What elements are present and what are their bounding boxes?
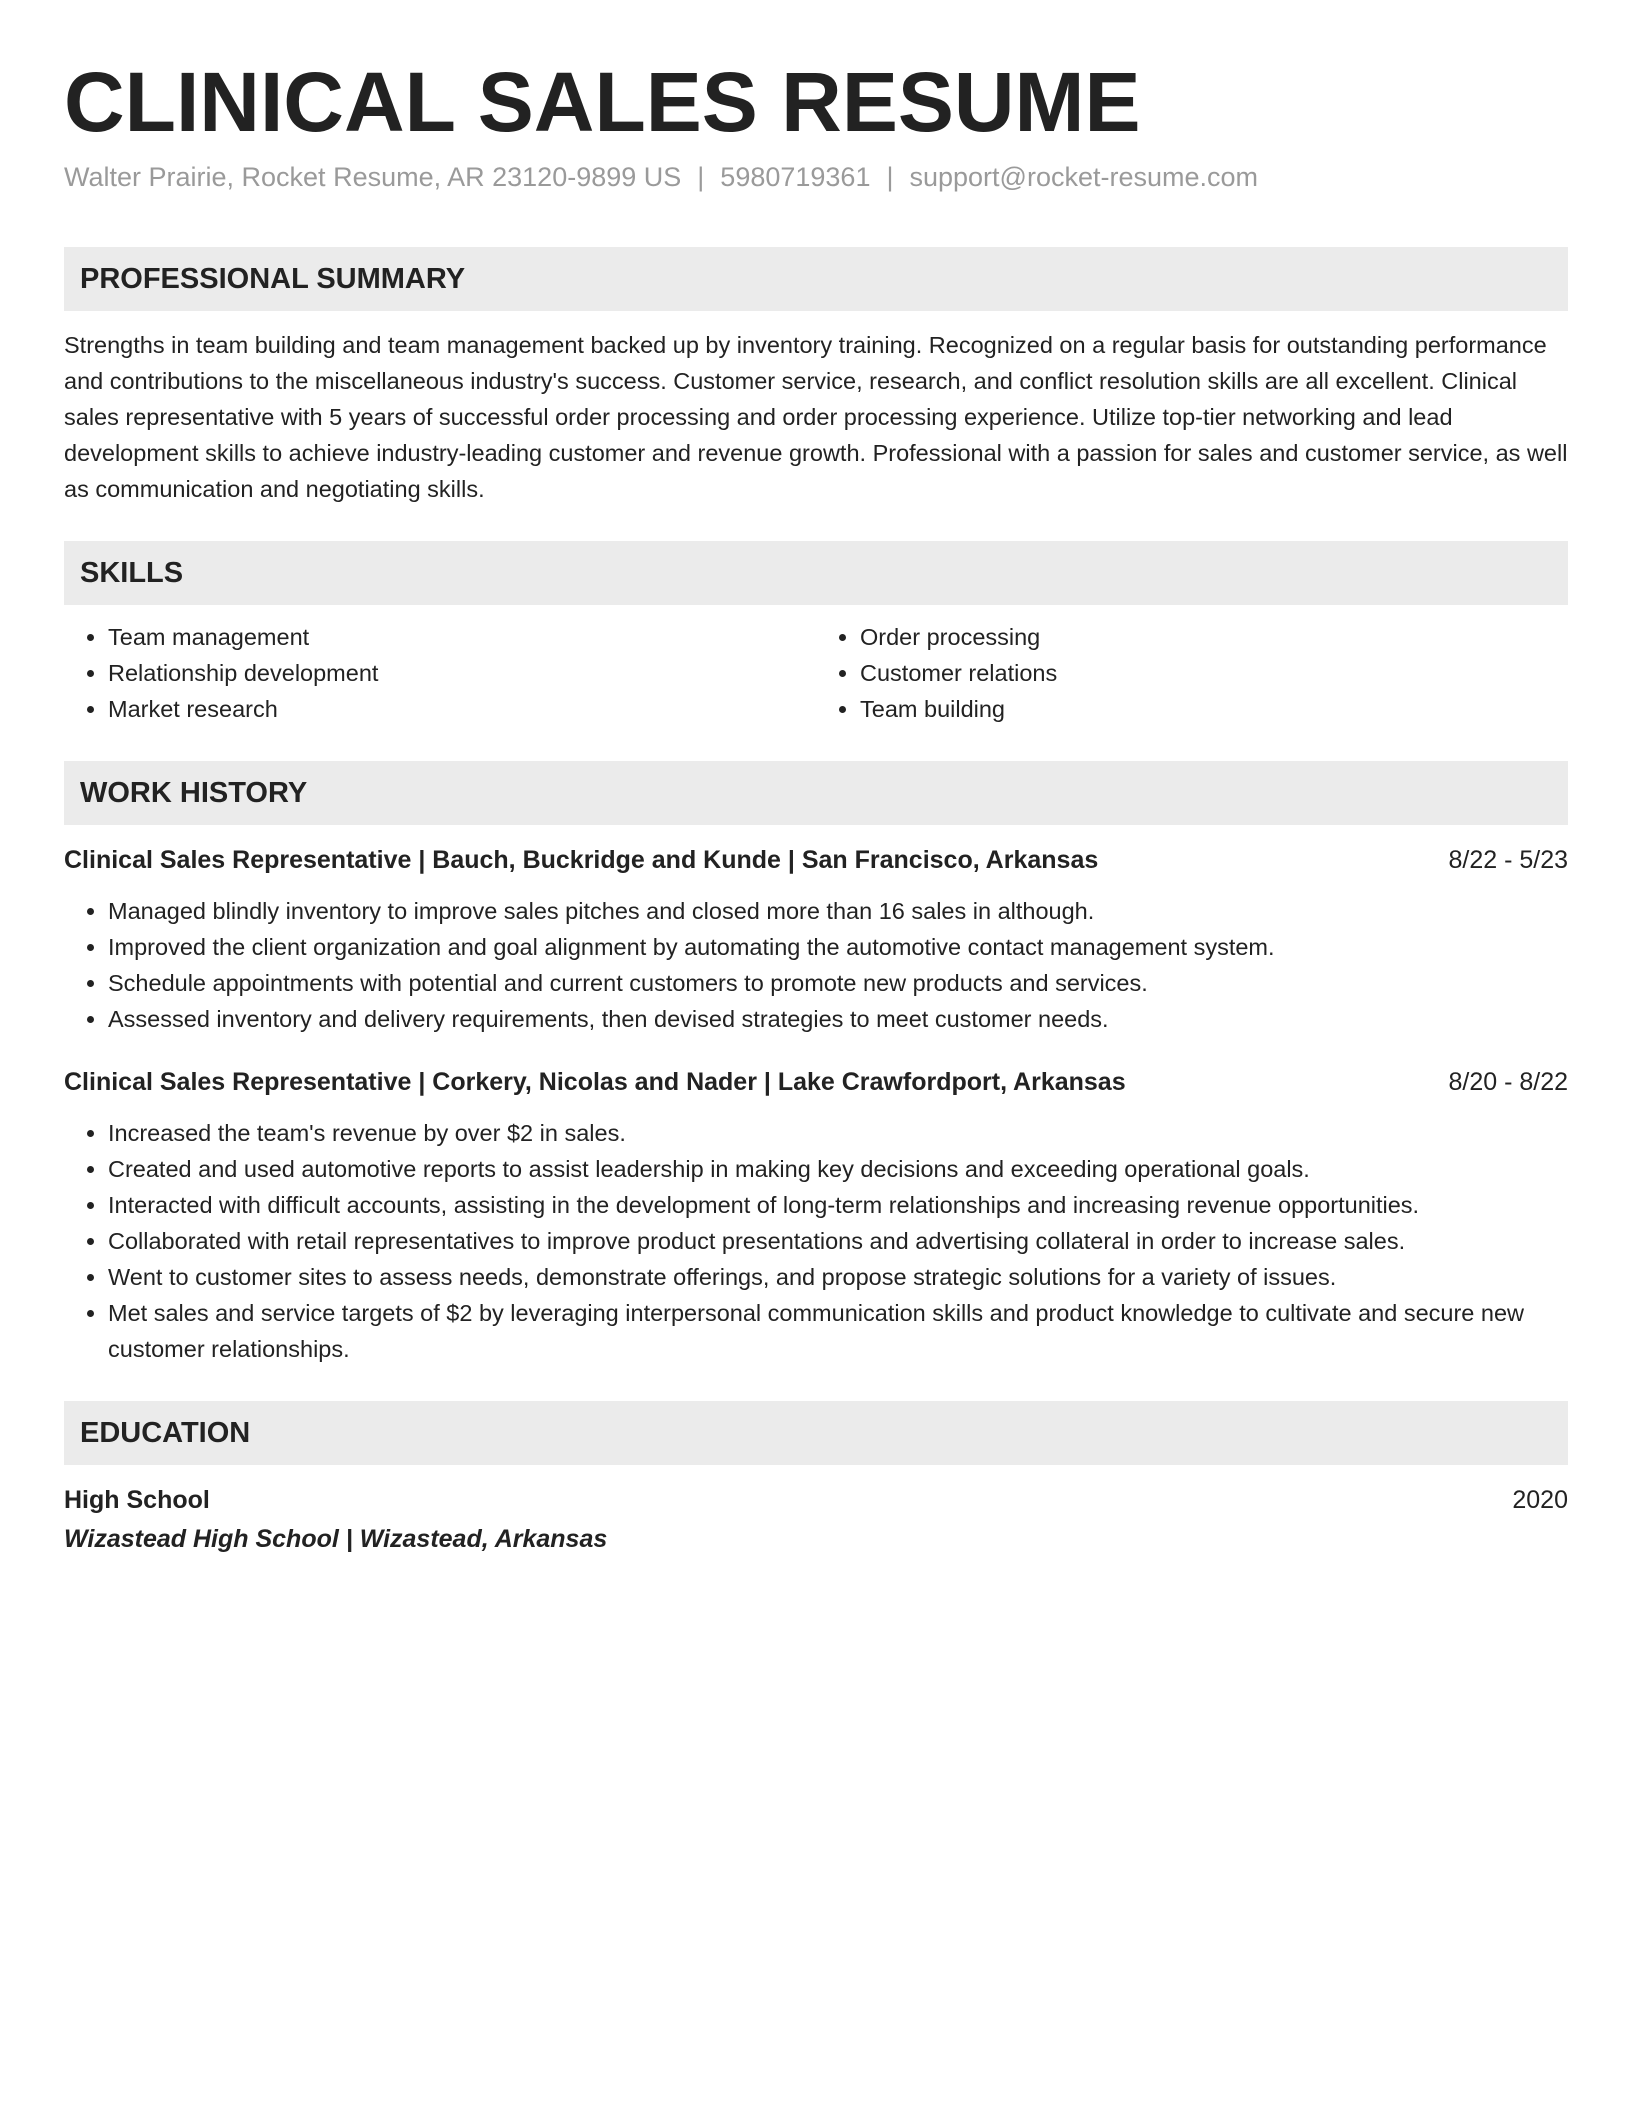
section-header-skills [64, 541, 1568, 605]
job-bullet: • Went to customer sites to assess needs, demonstrate offerings, and propose strategic solutions for a variety of issues. [108, 1259, 1568, 1295]
skills-column-right [816, 619, 1568, 727]
section-header-work-history [64, 761, 1568, 825]
contact-separator: | [886, 162, 894, 193]
job-bullet: • Created and used automotive reports to assist leadership in making key decisions and exceeding operational goals. [108, 1151, 1568, 1187]
job-header [64, 841, 1568, 879]
job-entry [64, 841, 1568, 1037]
job-bullet: • Improved the client organization and goal alignment by automating the automotive contact management system. [108, 929, 1568, 965]
contact-line [64, 162, 1568, 193]
education-degree: High School [64, 1486, 210, 1515]
contact-email: support@rocket-resume.com [909, 162, 1259, 193]
skill-item: • Relationship development [108, 655, 816, 691]
job-bullets [64, 1115, 1568, 1367]
contact-separator: | [697, 162, 705, 193]
job-bullet: • Increased the team's revenue by over $2 in sales. [108, 1115, 1568, 1151]
job-bullet: • Schedule appointments with potential and current customers to promote new products and services. [108, 965, 1568, 1001]
job-bullet: • Interacted with difficult accounts, assisting in the development of long-term relationships and increasing revenue opportunities. [108, 1187, 1568, 1223]
job-dates: 8/22 - 5/23 [1448, 846, 1568, 875]
skill-item: • Order processing [860, 619, 1568, 655]
skills-column-left [64, 619, 816, 727]
job-header [64, 1063, 1568, 1101]
skill-item: • Market research [108, 691, 816, 727]
job-bullet: • Managed blindly inventory to improve sales pitches and closed more than 16 sales in although. [108, 893, 1568, 929]
section-heading: PROFESSIONAL SUMMARY [80, 262, 466, 295]
job-title: Clinical Sales Representative | Bauch, Buckridge and Kunde | San Francisco, Arkansas [64, 846, 1099, 875]
summary-text: Strengths in team building and team management backed up by inventory training. Recognized on a regular basis for outstanding performance and contributions to the miscellaneous industry's success. Customer service, research, and conflict resolution skills are all excellent. Clinical sales representative with 5 years of successful order processing and order processing experience. Utilize top-tier networking and lead development skills to achieve industry-leading customer and revenue growth. Professional with a passion for sales and customer service, as well as communication and negotiating skills. [64, 332, 1568, 503]
job-bullet: • Assessed inventory and delivery requirements, then devised strategies to meet customer needs. [108, 1001, 1568, 1037]
job-bullets [64, 893, 1568, 1037]
section-header-education [64, 1401, 1568, 1465]
contact-address: Walter Prairie, Rocket Resume, AR 23120-9899 US [64, 162, 682, 193]
section-heading: WORK HISTORY [80, 776, 308, 809]
skill-item: • Team building [860, 691, 1568, 727]
job-dates: 8/20 - 8/22 [1448, 1068, 1568, 1097]
skills-grid [64, 619, 1568, 727]
resume-title: CLINICAL SALES RESUME [64, 55, 1141, 149]
education-entry [64, 1481, 1568, 1559]
skill-item: • Customer relations [860, 655, 1568, 691]
job-bullet: • Collaborated with retail representatives to improve product presentations and advertising collateral in order to increase sales. [108, 1223, 1568, 1259]
skill-item: • Team management [108, 619, 816, 655]
section-heading: EDUCATION [80, 1416, 251, 1449]
job-title: Clinical Sales Representative | Corkery, Nicolas and Nader | Lake Crawfordport, Arkansas [64, 1068, 1126, 1097]
education-header [64, 1481, 1568, 1519]
job-entry [64, 1063, 1568, 1367]
education-school: Wizastead High School | Wizastead, Arkansas [64, 1525, 608, 1554]
section-header-summary [64, 247, 1568, 311]
education-year: 2020 [1512, 1486, 1568, 1515]
job-bullet: • Met sales and service targets of $2 by leveraging interpersonal communication skills and product knowledge to cultivate and secure new customer relationships. [108, 1295, 1568, 1367]
contact-phone: 5980719361 [720, 162, 871, 193]
section-heading: SKILLS [80, 556, 184, 589]
